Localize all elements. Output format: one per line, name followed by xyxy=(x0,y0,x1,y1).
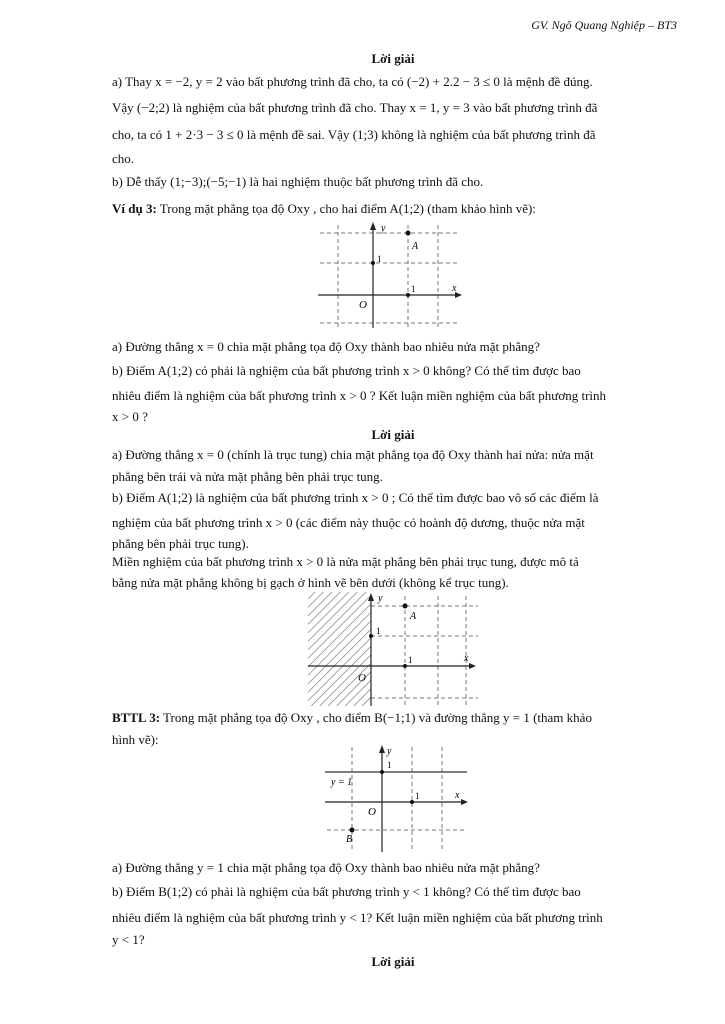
question-line: a) Đường thẳng x = 0 chia mặt phẳng tọa độ Oxy thành bao nhiêu nửa mặt phẳng? xyxy=(112,339,540,354)
point-a xyxy=(403,604,408,609)
solution-line: a) Thay x = −2, y = 2 vào bất phương trình đã cho, ta có (−2) + 2.2 − 3 ≤ 0 là mệnh đề đúng. xyxy=(112,74,593,89)
x-tick-label: 1 xyxy=(415,791,420,801)
tick-point xyxy=(371,261,375,265)
solution-title: Lời giải xyxy=(371,427,415,442)
hatched-region xyxy=(308,592,371,706)
x-axis-label: x xyxy=(464,653,469,664)
tick-point xyxy=(369,634,373,638)
solution-line: phẳng bên phải trục tung). xyxy=(112,536,249,551)
origin-label: O xyxy=(358,672,366,684)
y-axis-label: y xyxy=(381,223,386,234)
solution-line: b) Dễ thấy (1;−3);(−5;−1) là hai nghiệm thuộc bất phương trình đã cho. xyxy=(112,174,484,189)
x-tick-label: 1 xyxy=(411,284,416,294)
solution-line: Vậy (−2;2) là nghiệm của bất phương trình đã cho. Thay x = 1, y = 3 vào bất phương trình đã xyxy=(112,100,598,115)
y-axis-arrow xyxy=(370,222,376,230)
question-line: nhiêu điểm là nghiệm của bất phương trình y < 1? Kết luận miền nghiệm của bất phương trình xyxy=(112,910,603,925)
question-line: b) Điểm B(1;2) có phải là nghiệm của bất phương trình y < 1 không? Có thể tìm được bao xyxy=(112,884,581,899)
x-axis-label: x xyxy=(452,283,457,294)
tick-point xyxy=(406,293,410,297)
solution-line: phẳng bên trái và nửa mặt phẳng bên phải trục tung. xyxy=(112,469,383,484)
point-a-label: A xyxy=(412,241,419,252)
origin-label: O xyxy=(359,299,367,311)
y-axis-arrow xyxy=(379,745,385,753)
bttl-3-statement-cont: hình vẽ): xyxy=(112,732,159,747)
x-axis-arrow xyxy=(461,799,468,805)
x-axis-label: x xyxy=(455,790,460,801)
y-tick-label: 1 xyxy=(376,626,381,636)
x-tick-label: 1 xyxy=(408,655,413,665)
question-line: nhiêu điểm là nghiệm của bất phương trình x > 0 ? Kết luận miền nghiệm của bất phương trình xyxy=(112,388,607,403)
solution-line: a) Đường thẳng x = 0 (chính là trục tung) chia mặt phẳng tọa độ Oxy thành hai nửa: nửa mặt xyxy=(112,447,594,462)
y-tick-label: 1 xyxy=(377,254,382,264)
line-label: y = 1 xyxy=(331,777,353,788)
point-b xyxy=(350,828,355,833)
bttl-3-statement xyxy=(112,709,674,727)
point-a xyxy=(406,231,411,236)
question-line: b) Điểm A(1;2) có phải là nghiệm của bất phương trình x > 0 không? Có thể tìm được bao xyxy=(112,363,581,378)
point-b-label: B xyxy=(346,834,353,845)
question-line: y < 1? xyxy=(112,932,145,947)
y-tick-label: 1 xyxy=(387,760,392,770)
point-a-label: A xyxy=(410,611,417,622)
x-axis-arrow xyxy=(469,663,476,669)
bttl-text: Trong mặt phẳng tọa độ Oxy , cho điểm B(−1;1) và đường thẳng y = 1 (tham khảo xyxy=(160,710,592,725)
coordinate-figure-3 xyxy=(322,742,470,854)
coordinate-figure-1 xyxy=(315,220,465,330)
solution-line: nghiệm của bất phương trình x > 0 (các điểm này thuộc có hoành độ dương, thuộc nửa mặt xyxy=(112,515,585,530)
origin-label: O xyxy=(368,806,376,818)
tick-point xyxy=(380,770,384,774)
question-line: a) Đường thẳng y = 1 chia mặt phẳng tọa độ Oxy thành bao nhiêu nửa mặt phẳng? xyxy=(112,860,540,875)
solution-title: Lời giải xyxy=(371,954,415,969)
y-axis-label: y xyxy=(387,746,392,757)
solution-line: bằng nửa mặt phẳng không bị gạch ở hình vẽ bên dưới (không kể trục tung). xyxy=(112,575,509,590)
example-3-statement xyxy=(112,200,674,218)
coordinate-figure-2 xyxy=(308,590,480,708)
solution-line: Miền nghiệm của bất phương trình x > 0 là nửa mặt phẳng bên phải trục tung, được mô tả xyxy=(112,554,579,569)
tick-point xyxy=(403,664,407,668)
page-header: GV. Ngô Quang Nghiệp – BT3 xyxy=(531,18,677,32)
bttl-label: BTTL 3: xyxy=(112,710,161,725)
question-line: x > 0 ? xyxy=(112,409,148,424)
example-label: Ví dụ 3: xyxy=(112,201,157,216)
solution-line: cho. xyxy=(112,151,135,166)
solution-line: b) Điểm A(1;2) là nghiệm của bất phương trình x > 0 ; Có thể tìm được bao vô số các điểm là xyxy=(112,490,599,505)
solution-title: Lời giải xyxy=(371,51,415,66)
y-axis-label: y xyxy=(378,593,383,604)
solution-line: cho, ta có 1 + 2·3 − 3 ≤ 0 là mệnh đề sai. Vậy (1;3) không là nghiệm của bất phương trình đã xyxy=(112,127,596,142)
example-text: Trong mặt phẳng tọa độ Oxy , cho hai điểm A(1;2) (tham khảo hình vẽ): xyxy=(156,201,536,216)
tick-point xyxy=(410,800,414,804)
